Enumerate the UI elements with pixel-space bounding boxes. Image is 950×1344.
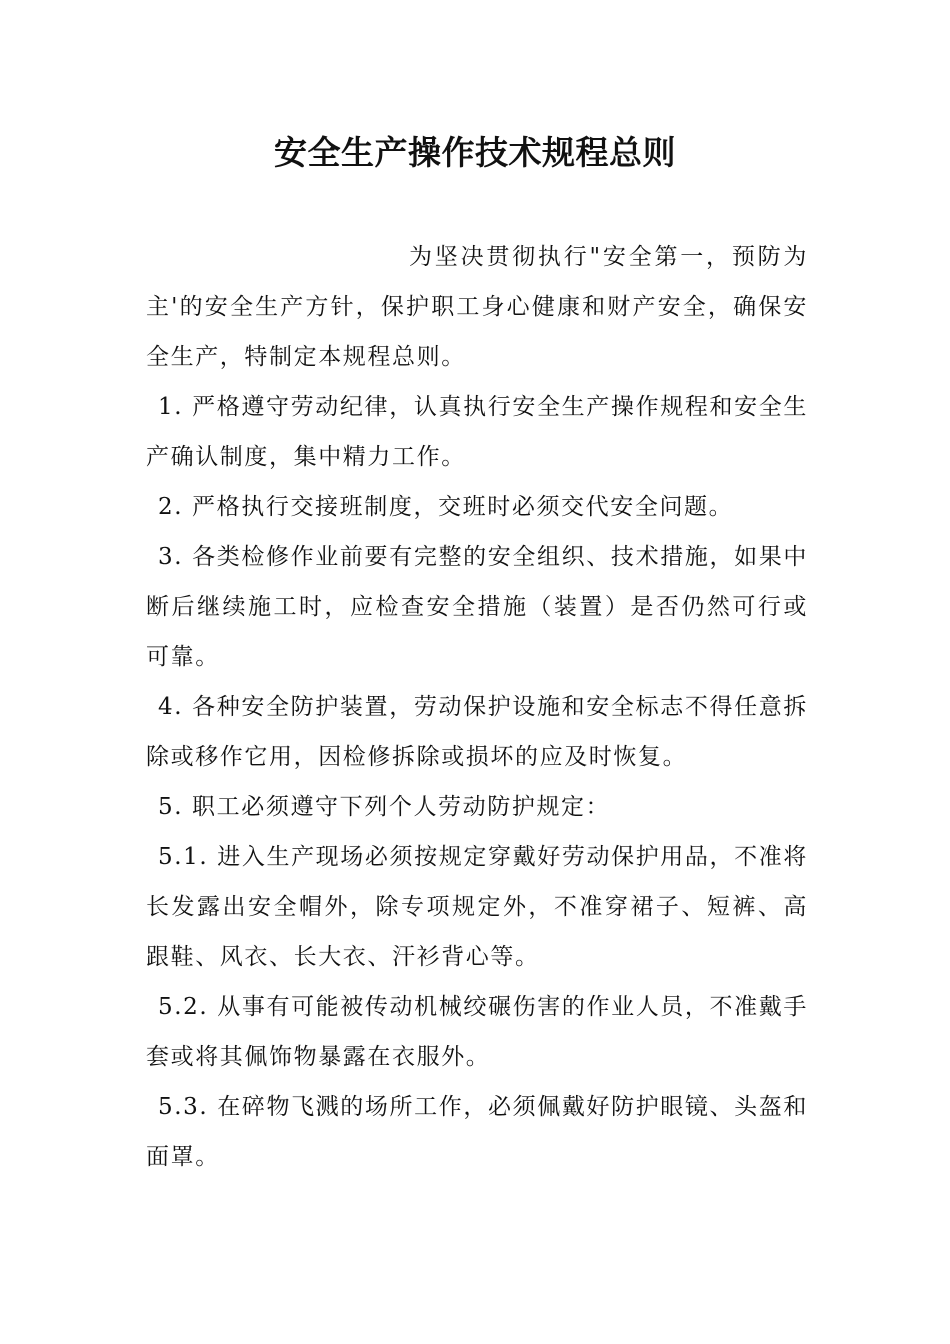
rule-item-4: 4. 各种安全防护装置，劳动保护设施和安全标志不得任意拆除或移作它用，因检修拆除或损坏的应及时恢复。 bbox=[146, 694, 808, 770]
rule-item-5-3: 5.3. 在碎物飞溅的场所工作，必须佩戴好防护眼镜、头盔和面罩。 bbox=[146, 1094, 808, 1170]
document-body bbox=[146, 232, 808, 1182]
rule-item-5-2: 5.2. 从事有可能被传动机械绞碾伤害的作业人员，不准戴手套或将其佩饰物暴露在衣服外。 bbox=[146, 994, 808, 1070]
rule-item-1: 1. 严格遵守劳动纪律，认真执行安全生产操作规程和安全生产确认制度，集中精力工作。 bbox=[146, 394, 808, 470]
rule-item-2: 2. 严格执行交接班制度，交班时必须交代安全问题。 bbox=[158, 494, 734, 520]
rule-item-5-1: 5.1. 进入生产现场必须按规定穿戴好劳动保护用品，不准将长发露出安全帽外，除专项规定外，不准穿裙子、短裤、高跟鞋、风衣、长大衣、汗衫背心等。 bbox=[146, 844, 808, 970]
intro-paragraph: 为坚决贯彻执行"安全第一，预防为主'的安全生产方针，保护职工身心健康和财产安全，确保安全生产，特制定本规程总则。 bbox=[146, 244, 808, 370]
rule-item-3: 3. 各类检修作业前要有完整的安全组织、技术措施，如果中断后继续施工时，应检查安全措施（装置）是否仍然可行或可靠。 bbox=[146, 544, 808, 670]
document-title: 安全生产操作技术规程总则 bbox=[274, 133, 676, 172]
rule-item-5: 5. 职工必须遵守下列个人劳动防护规定： bbox=[158, 794, 611, 820]
